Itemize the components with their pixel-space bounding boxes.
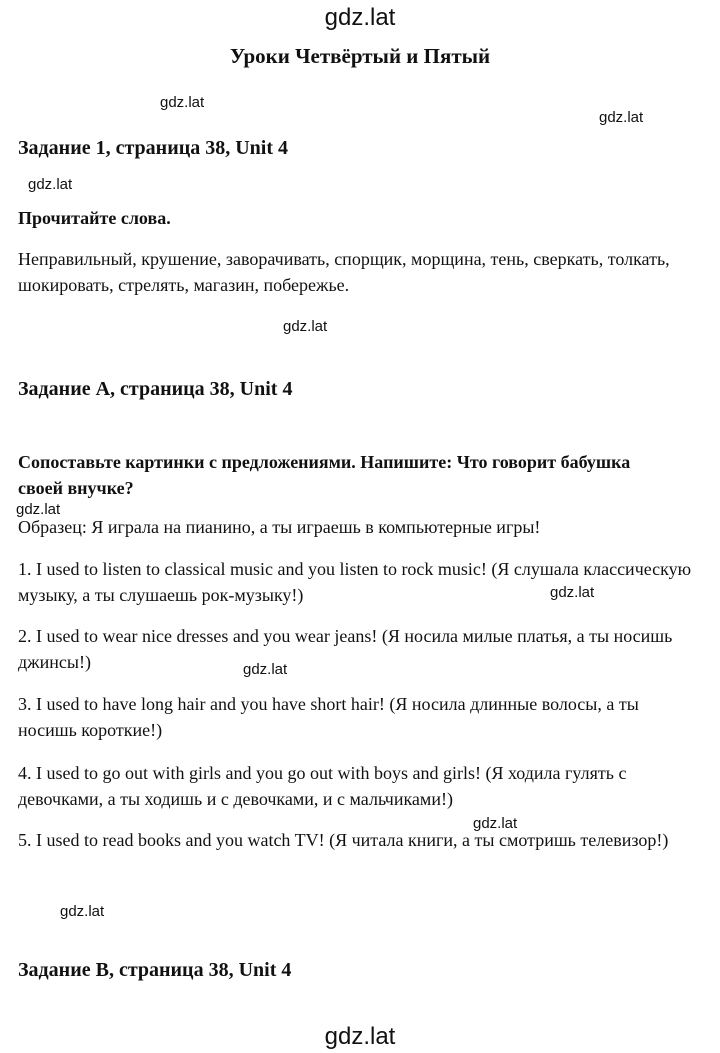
- taskA-item: 2. I used to wear nice dresses and you wear jeans! (Я носила милые платья, а ты носишь джинсы!): [18, 626, 673, 672]
- watermark: gdz.lat: [60, 903, 105, 920]
- watermark: gdz.lat: [550, 584, 595, 601]
- taskA-item: 1. I used to listen to classical music and you listen to rock music! (Я слушала классическую музыку, а ты слушаешь рок-музыку!): [18, 559, 692, 605]
- taskB-heading: Задание B, страница 38, Unit 4: [18, 959, 292, 981]
- watermark: gdz.lat: [28, 176, 73, 193]
- task1-instruction: Прочитайте слова.: [18, 208, 171, 228]
- watermark: gdz.lat: [283, 318, 328, 335]
- watermark: gdz.lat: [473, 815, 518, 832]
- task1-heading: Задание 1, страница 38, Unit 4: [18, 137, 289, 159]
- page-title: Уроки Четвёртый и Пятый: [229, 44, 491, 68]
- taskA-item: 3. I used to have long hair and you have short hair! (Я носила длинные волосы, а ты носишь короткие!): [18, 694, 639, 740]
- taskA-item: 5. I used to read books and you watch TV! (Я читала книги, а ты смотришь телевизор!): [18, 830, 669, 850]
- taskA-sample: Образец: Я играла на пианино, а ты играешь в компьютерные игры!: [18, 517, 541, 537]
- watermark: gdz.lat: [160, 94, 205, 111]
- watermark-top: gdz.lat: [324, 4, 396, 31]
- taskA-heading: Задание A, страница 38, Unit 4: [18, 378, 293, 400]
- watermark: gdz.lat: [16, 501, 61, 518]
- watermark-bottom: gdz.lat: [324, 1023, 396, 1050]
- watermark: gdz.lat: [243, 661, 288, 678]
- watermark: gdz.lat: [599, 109, 644, 126]
- task1-text: Неправильный, крушение, заворачивать, спорщик, морщина, тень, сверкать, толкать, шокировать, стрелять, магазин, побережье.: [18, 249, 670, 295]
- taskA-item: 4. I used to go out with girls and you go out with boys and girls! (Я ходила гулять с девочками, а ты ходишь и с девочками, и с мальчиками!): [18, 763, 627, 809]
- taskA-instruction: Сопоставьте картинки с предложениями. Напишите: Что говорит бабушка своей внучке?: [18, 452, 631, 498]
